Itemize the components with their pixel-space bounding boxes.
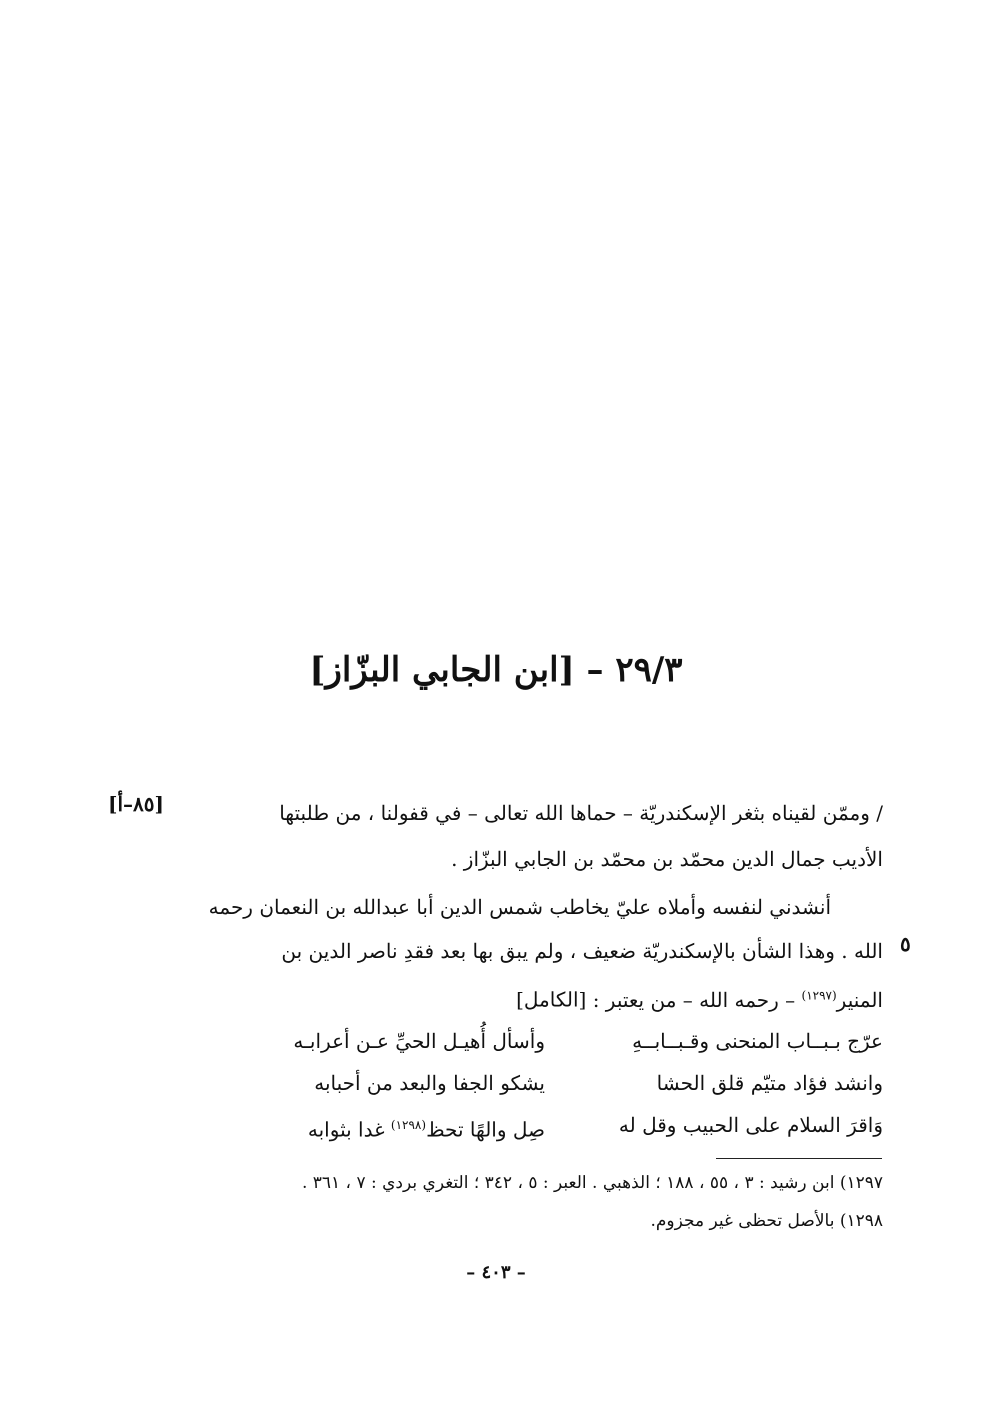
recital-line-1: أنشدني لنفسه وأملاه عليّ يخاطب شمس الدين أبا عبدالله بن النعمان رحمه xyxy=(208,895,831,919)
intro-paragraph xyxy=(215,790,883,882)
intro-line-1: / وممّن لقيناه بثغر الإسكندريّة – حماها الله تعالى – في قفولنا ، من طلبتها xyxy=(279,801,883,825)
footnote-1297: ١٢٩٧) ابن رشيد : ٣ ، ٥٥ ، ١٨٨ ؛ الذهبي . العبر : ٥ ، ٣٤٢ ؛ التغري بردي : ٧ ، ٣٦١ . xyxy=(301,1173,883,1193)
verse-2-first-hemistich: وانشد فؤاد متيّم قلق الحشا xyxy=(656,1071,883,1095)
verse-3-second-hemistich xyxy=(215,1104,545,1146)
footnotes xyxy=(215,1164,883,1240)
intro-line-2: الأديب جمال الدين محمّد بن محمّد بن الجابي البزّاز . xyxy=(451,847,883,871)
poetic-meter-label: [الكامل] xyxy=(516,987,587,1012)
page-number: – ٤٠٣ – xyxy=(466,1262,526,1283)
entry-heading xyxy=(0,650,992,690)
footnote-ref-1298: (١٢٩٨) xyxy=(390,1118,427,1132)
poem xyxy=(215,1020,883,1146)
verse-3-second-rest: غدا بثوابه xyxy=(307,1117,385,1142)
footnote-divider xyxy=(716,1158,882,1159)
manuscript-folio-reference: [٨٥–أ] xyxy=(108,792,164,816)
footnote-ref-1297: (١٢٩٧) xyxy=(801,988,837,1002)
verse-2 xyxy=(215,1062,883,1104)
recital-line-3 xyxy=(215,973,883,1022)
recital-line-2: الله . وهذا الشأن بالإسكندريّة ضعيف ، ولم يبق بها بعد فقدِ ناصر الدين بن xyxy=(281,939,883,963)
verse-1 xyxy=(215,1020,883,1062)
recital-paragraph xyxy=(208,885,883,1022)
recital-line-3-text xyxy=(586,988,883,1012)
verse-3-first-hemistich: وَاقرَ السلام على الحبيب وقل له xyxy=(618,1113,883,1137)
verse-2-second-hemistich: يشكو الجفا والبعد من أحبابه xyxy=(314,1071,545,1095)
recital-line-3-rest: – رحمه الله – من يعتبر : xyxy=(592,987,796,1012)
entry-name: [ابن الجابي البزّاز] xyxy=(309,650,575,690)
heading-dash: – xyxy=(586,650,604,690)
entry-number: ٢٩/٣ xyxy=(615,650,683,690)
line-number-marker: ٥ xyxy=(900,932,911,956)
recital-name: المنير xyxy=(836,987,883,1012)
verse-1-second-hemistich: وأسأل أُهيـل الحيِّ عـن أعرابـه xyxy=(293,1029,545,1053)
verse-3-second-text: صِل والهًا تحظ xyxy=(426,1117,545,1142)
footnote-1298: ١٢٩٨) بالأصل تحظى غير مجزوم. xyxy=(650,1211,883,1231)
verse-3 xyxy=(215,1104,883,1146)
verse-1-first-hemistich: عرّج بـبــاب المنحنى وقـبــابــهِ xyxy=(632,1029,883,1053)
